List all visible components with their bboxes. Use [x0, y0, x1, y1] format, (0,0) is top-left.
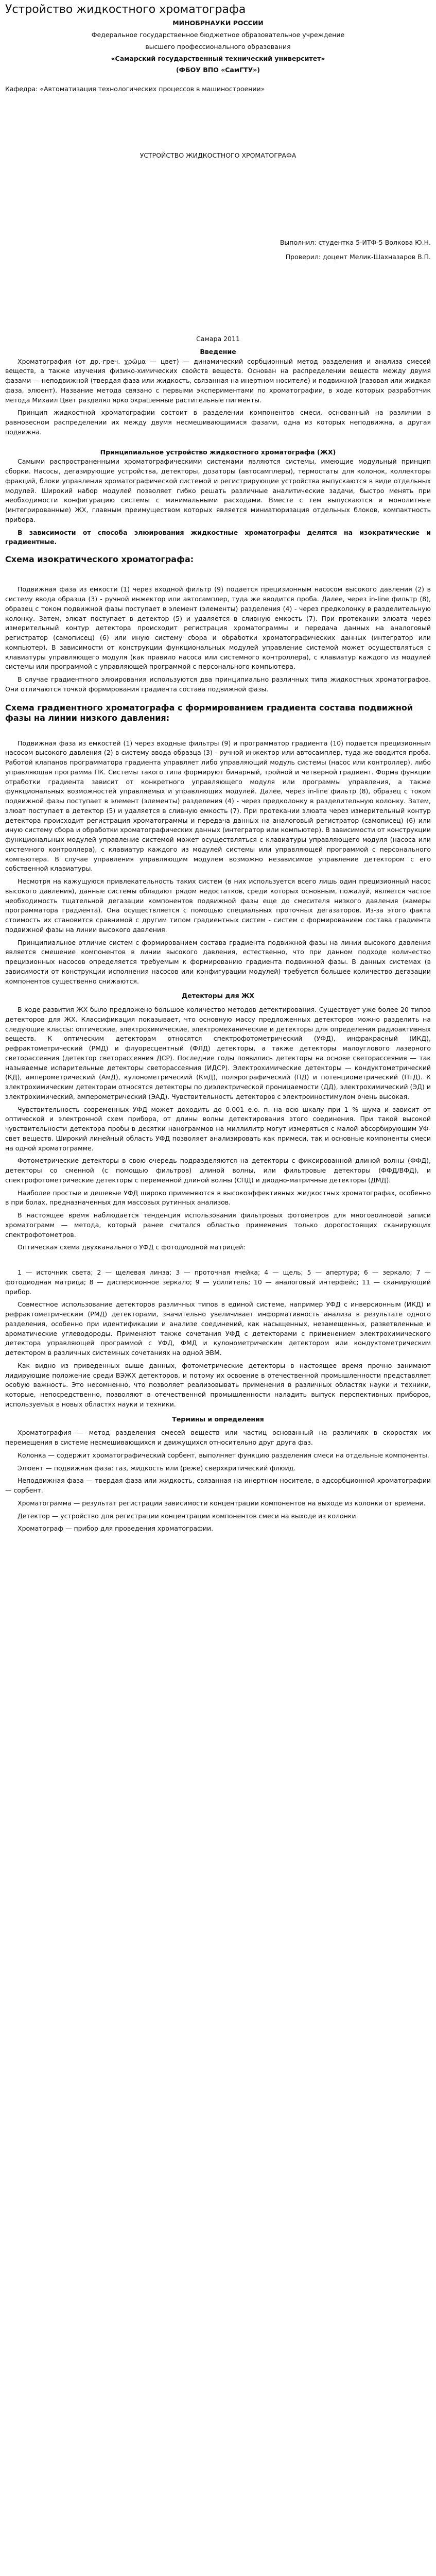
detectors-paragraph-5: В настоящее время наблюдается тенденция использования фильтровых фотометров для многоволновой записи хроматограмм — метода, который ранее считался областью применения только дорогостоящих сканирующих спектрофотометров. [5, 1211, 431, 1239]
department-line: Кафедра: «Автоматизация технологических процессов в машиностроении» [5, 85, 265, 93]
detectors-legend-list: 1 — источник света; 2 — щелевая линза; 3 — проточная ячейка; 4 — щель; 5 — апертура; 6 — зеркало; 7 — фотодиодная матрица; 8 — дисперсионное зеркало; 9 — усилитель; 10 — аналоговый интерфейс; 11 — сканирующий прибор. [5, 1268, 431, 1296]
gradient-paragraph-3: Принципиальное отличие систем с формированием состава градиента подвижной фазы на линии высокого давления является смешение компонентов в линии высокого давления, естественно, что при данном подходе количество прецизионных насосов определяется требуемым к формированию градиента подвижной фазы. В данных системах (в зависимости от конструкции исполнения насосов или конфигурации модулей) требуется большее количество дегазации компонентов существенно снижаются. [5, 938, 431, 985]
gradient-paragraph-1: Подвижная фаза из емкостей (1) через входные фильтры (9) и программатор градиента (10) подается прецизионным насосом высокого давления (2) в систему ввода образца (3) - ручной инжектор или автосамплер, туда же вводится проба. Работой клапанов программатора градиента управляет либо управляющий модуль системы (насос или контроллер), либо управляющая программа ПК. Системы такого типа формируют бинарный, тройной и четверной градиент. Форма функции отработки градиента зависит от конкретного управляющего модуля или программы управления, а также функциональных возможностей управляемых и управляющих модулей. Далее, через in-line фильтр (8), образец с током подвижной фазы поступает в элемент (элементы) разделения (4) - через предколонку в разделительную колонку. Затем, элюат поступает в детектор (5) и удаляется в сливную емкость (7). При протекании элюата через измерительный контур детектора происходит регистрация хроматограммы и передача данных на аналоговый регистратор (самописец) (6) или иную систему сбора и обработки хроматографических данных (интегратор или компьютер). В зависимости от конструкции функциональных модулей управление системой может осуществляться с клавиатуры управляющего модуля (насоса или системного контроллера), с клавиатур каждого из модулей системы или управляющей программой с персонального компьютера. В случае управления управляющим модулем возможно независимое управление детектором с его собственной клавиатуры. [5, 739, 431, 873]
term-stationary-phase: Неподвижная фаза — твердая фаза или жидкость, связанная на инертном носителе, в адсорбционной хроматографии — сорбент. [5, 1477, 431, 1495]
section-heading-gradient: Схема градиентного хроматографа с формированием градиента состава подвижной фазы на линии низкого давления: [5, 702, 413, 723]
term-chromatograph: Хроматограф — прибор для проведения хроматографии. [18, 1524, 214, 1533]
ministry-line: МИНОБРНАУКИ РОССИИ [172, 19, 264, 27]
section-heading-detectors: Детекторы для ЖХ [182, 992, 254, 1000]
term-eluent: Элюент — подвижная фаза: газ, жидкость или (реже) сверхкритический флюид. [18, 1464, 296, 1472]
performed-by: Выполнил: студентка 5-ИТФ-5 Волкова Ю.Н. [280, 238, 431, 246]
term-chromatography: Хроматография — метод разделения смесей веществ или частиц основанный на различиях в скоростях их перемещения в системе несмешивающихся и движущихся относительно друг друга фаз. [5, 1429, 431, 1447]
institution-name: «Самарский государственный технический университет» [111, 54, 325, 62]
isocratic-paragraph-2: В случае градиентного элюирования используются два принципиально различных типа жидкостных хроматографов. Они отличаются точкой формирования градиента состава подвижной фазы. [5, 675, 431, 693]
detectors-paragraph-3: Фотометрические детекторы в свою очередь подразделяются на детекторы с фиксированной длиной волны (ФФД), детекторы со сменной (с помощью фильтров) длиной волны, или фильтровые детекторы (ФФД/ВФД), и спектрофотометрические детекторы с переменной длиной волны (СПД) и диодно-матричные детекторы (ДМД). [5, 1157, 431, 1184]
section-heading-isocratic: Схема изократического хроматографа: [5, 554, 194, 565]
institution-line-2: высшего профессионального образования [145, 42, 291, 50]
detectors-paragraph-2: Чувствительность современных УФД может доходить до 0.001 е.о. п. на всю шкалу при 1 % шума и зависит от оптической и электронной схем прибора, от длины волны детектирования этого соединения. При такой высокой чувствительности детектора пробы в десятки нанограммов на миллилитр могут измеряться с малой абсорбирующим УФ-свет веществ. Широкий линейный область УФД позволяет анализировать как примеси, так и основные компоненты смеси на одной хроматограмме. [5, 1105, 431, 1152]
work-title: УСТРОЙСТВО ЖИДКОСТНОГО ХРОМАТОГРАФА [139, 151, 297, 159]
detectors-paragraph-8: Как видно из приведенных выше данных, фотометрические детекторы в настоящее время прочно занимают лидирующие положение среди ВЭЖХ детекторов, и потому их освоение в отечественной промышленности представляет особую важность. Это несомненно, что позволяет реализовывать применения в различных областях науки и техники, которые, непосредственно, позволяют в отечественной промышленности наладить выпуск перспективных приборов, используемых в новых областях науки и техники. [5, 1361, 431, 1408]
intro-paragraph-2: Принцип жидкостной хроматографии состоит в разделении компонентов смеси, основанный на различии в равновесном распределении их между двумя несмешивающимися фазами, одна из которых неподвижна, а другая подвижна. [5, 409, 431, 436]
principle-paragraph-1: Самыми распространенными хроматографическими системами являются системы, имеющие модульный принцип сборки. Насосы, дегазирующие устройства, детекторы, дозаторы (автосамплеры), термостаты для колонок, коллекторы фракций, блоки управления хроматографической системой и регистрирующие устройства выпускаются в виде отдельных модулей. Широкий набор модулей позволяет гибко решать различные аналитические задачи, быстро менять при необходимости конфигурацию системы с минимальными расходами. Вместе с тем выпускаются и монолитные (интегрированные) ЖХ, главным преимуществом которых является миниатюризация отдельных блоков, компактность прибора. [5, 457, 431, 523]
detectors-paragraph-7: Совместное использование детекторов различных типов в единой системе, например УФД с инверсионным (ИКД) и рефрактометрическим (РМД) детекторами, значительно увеличивает информативность анализа в результате одного разделения, особенно при идентификации и анализе соединений, как насыщенных, незамещенных, разветвленные и ароматические углеводороды. Применяют также сочетания УФД с детекторами с применением электрохимического детектора управляющей программой с УФД, ФМД и кулонометрическим детектором или кондуктометрическим детектором в различных системных сочетаниях на одной ЭВМ. [5, 1300, 431, 1357]
signatures-block [5, 238, 431, 263]
detectors-paragraph-4: Наиболее простые и дешевые УФД широко применяются в высокоэффективных жидкостных хроматографах, особенно в при болах, предназначенных для массовых рутинных анализов. [5, 1189, 431, 1207]
term-column: Колонка — содержит хроматографический сорбент, выполняет функцию разделения смеси на отдельные компоненты. [18, 1451, 429, 1459]
section-heading-terms: Термины и определения [172, 1415, 264, 1423]
section-heading-intro: Введение [200, 347, 236, 355]
principle-paragraph-2: В зависимости от способа элюирования жидкостные хроматографы делятся на изократические и градиентные. [5, 528, 431, 546]
gradient-paragraph-2: Несмотря на кажущуюся привлекательность таких систем (в них используется всего лишь один прецизионный насос высокого давления), данные системы обладают рядом недостатков, среди которых основным, пожалуй, является частое необходимость тщательной дегазации компонентов подвижной фазы еще до смесителя низкого давления (камеры программатора градиента). Она осуществляется с помощью специальных проточных дегазаторов. Из-за этого факта стоимость их становится сравнимой с другим типом градиентных систем - систем с формированием состава градиента подвижной фазы на линии высокого давления. [5, 877, 431, 934]
isocratic-paragraph-1: Подвижная фаза из емкости (1) через входной фильтр (9) подается прецизионным насосом высокого давления (2) в систему ввода образца (3) - ручной инжектор или автосамплер, туда же вводится проба. Далее, через in-line фильтр (8), образец с током подвижной фазы поступает в элемент (элементы) разделения (4) - через предколонку в разделительную колонку. Затем, элюат поступает в детектор (5) и удаляется в сливную емкость (7). При протекании элюата через измерительный контур детектора происходит регистрация хроматограммы и передача данных на аналоговый регистратор (самописец) (6) или иную систему сбора и обработки хроматографических данных (интегратор или компьютер). В зависимости от конструкции функциональных модулей управление системой может осуществляться с клавиатуры управляющего модуля (как правило насоса или системного контроллера), с клавиатур каждого из модулей системы или программой с управляющей программой с персонального компьютера. [5, 585, 431, 671]
institution-abbr: (ФБОУ ВПО «СамГТУ») [176, 66, 260, 74]
section-heading-principle: Принципиальное устройство жидкостного хроматографа (ЖХ) [100, 448, 336, 456]
detectors-paragraph-1: В ходе развития ЖХ было предложено большое количество методов детектирования. Существует уже более 20 типов детекторов для ЖХ. Классификация показывает, что основную массу предложенных детекторов можно разделить на следующие классы: оптические, электрохимические, электромеханические и детекторы для определения радиоактивных веществ. К оптическим детекторам относятся спектрофотометрический (УФД), инфракрасный (ИКД), рефрактометрический (РМД) и флуоресцентный (ФЛД) детекторы, а также детекторы малоуглового лазерного светорассеяния (детектор светорассеяния ДСР). Последние годы появились детекторы на основе светорассеяния — так называемые испарительные детекторы светорассеяния (ИДСР). Электрохимические детекторы — кондуктометрический (КД), амперометрический (АмД), кулонометрический (КмД), полярографический (ПД) и потенциометрический (ПтД). К электрохимическим детекторам относятся детекторы по диэлектрической проницаемости (ДД), электрохимический (ЭД) и электрохимический, амперометрический (ЭАД). Чувствительность детекторов с электроиностимулом очень высокая. [5, 1006, 431, 1100]
term-chromatogram: Хроматограмма — результат регистрации зависимости концентрации компонентов на выходе из колонки от времени. [18, 1499, 426, 1507]
detectors-paragraph-6: Оптическая схема двухканального УФД с фотодиодной матрицей: [18, 1243, 246, 1251]
city-year: Самара 2011 [196, 335, 240, 343]
document-title: Устройство жидкостного хроматографа [5, 3, 246, 16]
checked-by: Проверил: доцент Мелик-Шахназаров В.П. [285, 253, 431, 261]
institution-line-1: Федеральное государственное бюджетное образовательное учреждение [91, 31, 345, 39]
term-detector: Детектор — устройство для регистрации концентрации компонентов смеси на выходе из колонки. [18, 1512, 358, 1520]
intro-paragraph-1: Хроматография (от др.-греч. χρῶμα — цвет) — динамический сорбционный метод разделения и анализа смесей веществ, а также изучения физико-химических свойств веществ. Основан на распределении веществ между двумя фазами — неподвижной (твердая фаза или жидкость, связанная на инертном носителе) и подвижной (газовая или жидкая фаза, элюент). Название метода связано с первыми экспериментами по хроматографии, в ходе которых разработчик метода Михаил Цвет разделял ярко окрашенные растительные пигменты. [5, 357, 431, 404]
title-page-header [5, 19, 431, 75]
